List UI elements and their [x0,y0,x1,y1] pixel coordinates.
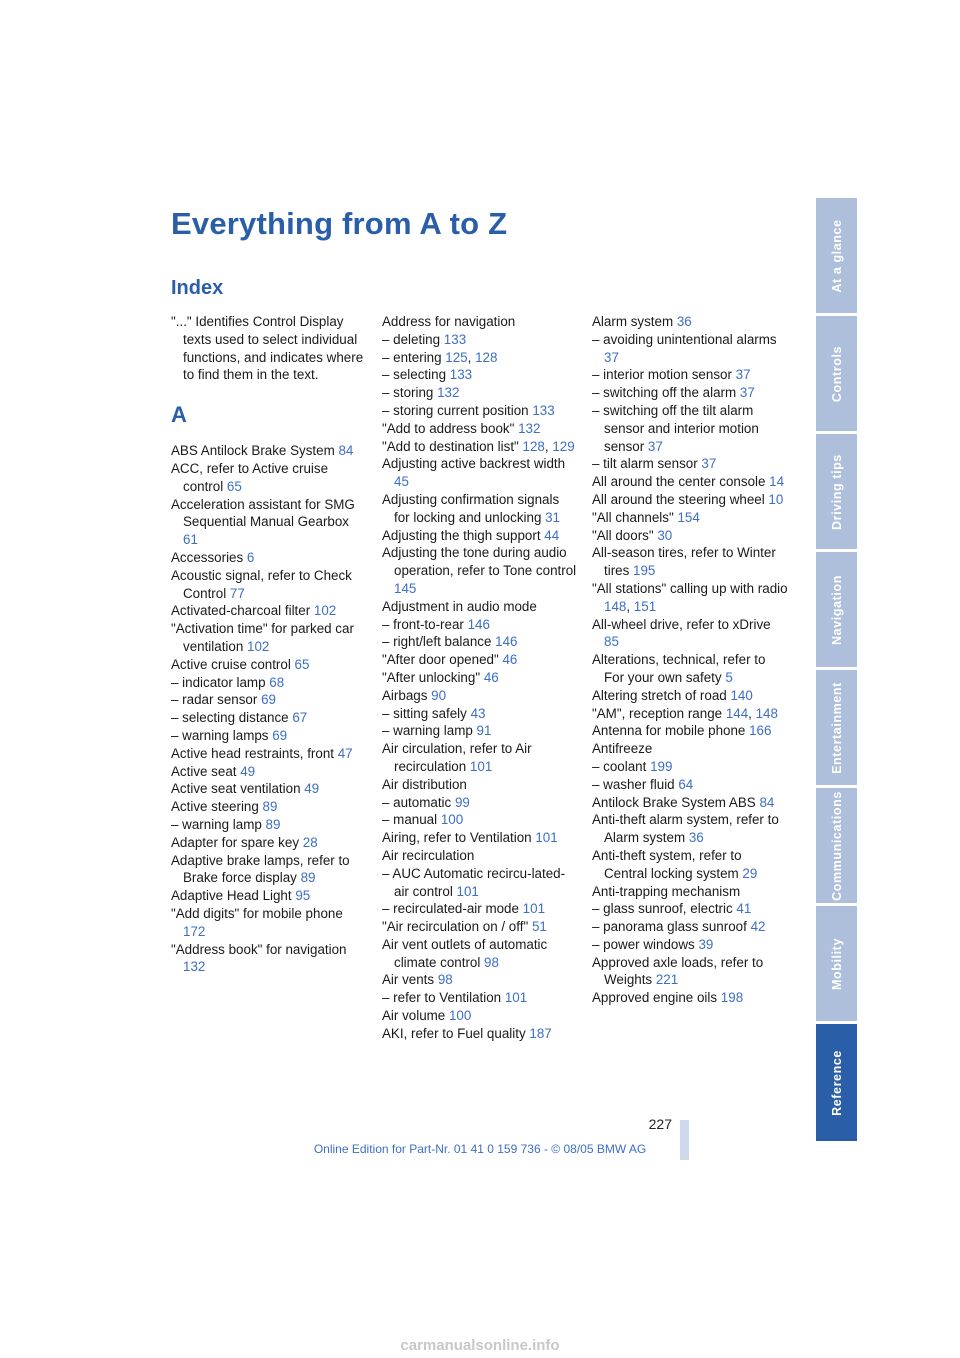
index-entry-text: All-season tires, refer to Winter tires [592,545,776,579]
index-entry [171,620,367,656]
index-entry-text: Adaptive brake lamps, refer to Brake force display [171,852,350,886]
tab-entertainment[interactable] [816,670,857,788]
index-entry [382,366,578,384]
tab-label: Driving tips [829,453,844,530]
index-entry [592,776,788,794]
index-entry-text: – refer to Ventilation [382,990,505,1006]
index-entry [382,331,578,349]
tab-controls[interactable] [816,316,857,434]
index-entry-text: Anti-theft system, refer to Central locking system [592,847,743,881]
index-entry [592,402,788,455]
index-entry-text: All-wheel drive, refer to xDrive [592,616,771,632]
page-reference-link[interactable]: 90 [431,687,447,703]
index-entry [592,954,788,990]
page-reference-link[interactable]: 98 [484,954,499,970]
index-entry [171,816,367,834]
page-reference-link[interactable]: 100 [440,812,464,828]
index-entry [592,936,788,954]
tab-driving-tips[interactable] [816,434,857,552]
index-entry-text: Air distribution [382,776,467,792]
page-reference-link[interactable]: 187 [529,1025,552,1041]
page-reference-link[interactable]: 101 [535,830,558,846]
index-entry-text: Air vents [382,972,438,988]
index-entry-text: Anti-trapping mechanism [592,883,741,899]
page-reference-link[interactable]: 172 [183,923,206,939]
page-reference-link[interactable]: 132 [437,385,460,401]
index-column-3-entries [592,313,788,1007]
index-entry-text: Active head restraints, front [171,745,338,761]
page-reference-link[interactable]: 144 [725,705,749,721]
index-entry-text: – warning lamps [171,727,273,743]
page-reference-link[interactable]: 132 [518,420,541,436]
page-reference-link[interactable]: 95 [295,888,311,904]
index-entry-text: Air vent outlets of automatic climate control [382,936,548,970]
page-reference-link[interactable]: 42 [750,919,766,935]
page-reference-link[interactable]: 166 [749,723,772,739]
page-reference-link[interactable]: 148 [755,705,778,721]
page-reference-link[interactable]: 37 [604,349,619,365]
tab-mobility[interactable] [816,906,857,1024]
index-entry-text: – washer fluid [592,776,679,792]
index-entry [592,527,788,545]
page-separator: , [748,705,756,721]
index-entry [382,918,578,936]
index-entry [592,687,788,705]
index-entry [592,847,788,883]
index-intro: "..." Identifies Control Display texts used to select individual functions, and indicates where to find them in the text. [171,314,364,383]
page-reference-link[interactable]: 37 [739,385,755,401]
page-reference-link[interactable]: 61 [183,532,198,548]
index-entry-text: – sitting safely [382,705,471,721]
index-entry-text: "Add to destination list" [382,438,523,454]
index-entry-text: AKI, refer to Fuel quality [382,1025,530,1041]
page-reference-link[interactable]: 154 [677,509,700,525]
index-entry [171,887,367,905]
page-reference-link[interactable]: 36 [676,314,692,329]
index-entry [382,651,578,669]
index-entry-text: – entering [382,349,446,365]
index-entry [382,900,578,918]
index-entry [171,798,367,816]
index-entry [382,384,578,402]
footer-edition-note: Online Edition for Part-Nr. 01 41 0 159 736 - © 08/05 BMW AG [313,1142,647,1156]
index-entry [382,669,578,687]
index-entry [171,709,367,727]
index-entry [592,651,788,687]
page-reference-link[interactable]: 43 [470,705,486,721]
index-entry-text: – recirculated-air mode [382,901,523,917]
tab-label: Reference [829,1049,844,1116]
index-entry [382,829,578,847]
index-entry [171,674,367,692]
index-entry [592,473,788,491]
page-reference-link[interactable]: 14 [769,474,785,490]
index-entry [592,758,788,776]
index-entry [592,616,788,652]
index-entry-text: Adjustment in audio mode [382,598,537,614]
tab-communications[interactable] [816,788,857,906]
index-entry-text: – switching off the alarm [592,385,740,401]
page-reference-link[interactable]: 198 [720,990,744,1006]
index-entry-text: – panorama glass sunroof [592,919,751,935]
index-entry [382,544,578,597]
page-reference-link[interactable]: 41 [736,901,752,917]
page-reference-link[interactable]: 133 [532,402,555,418]
page-reference-link[interactable]: 47 [337,745,353,761]
page-reference-link[interactable]: 64 [678,776,694,792]
index-entry-text: – deleting [382,331,444,347]
index-entry [592,883,788,901]
index-entry-text: Active steering [171,799,263,815]
page-reference-link[interactable]: 129 [552,438,575,454]
index-entry [592,740,788,758]
index-entry [171,442,367,460]
page-reference-link[interactable]: 68 [269,674,285,690]
index-entry [171,852,367,888]
index-entry [382,1025,578,1043]
page-reference-link[interactable]: 102 [247,638,270,654]
tab-label: Communications [829,790,844,901]
index-entry [382,313,578,331]
index-entry [171,763,367,781]
page-reference-link[interactable]: 199 [650,758,673,774]
page-reference-link[interactable]: 221 [655,972,679,988]
index-entry-text: All around the steering wheel [592,491,769,507]
index-entry [382,865,578,901]
index-entry-text: – storing [382,385,438,401]
index-entry [592,705,788,723]
page-reference-link[interactable]: 67 [292,710,308,726]
index-entry [592,366,788,384]
index-entry-text: Airbags [382,687,432,703]
index-entry [382,402,578,420]
index-entry [382,740,578,776]
index-entry [592,455,788,473]
index-entry-text: – front-to-rear [382,616,468,632]
index-entry [171,727,367,745]
index-entry-text: – warning lamp [382,723,477,739]
page-reference-link[interactable]: 146 [495,634,518,650]
index-letter-heading: A [171,402,187,428]
index-entry-text: Airing, refer to Ventilation [382,830,536,846]
index-entry [171,496,367,549]
index-entry-text: "All doors" [592,527,658,543]
page-separator: , [626,598,634,614]
index-entry-text: – radar sensor [171,692,262,708]
index-entry-text: Air circulation, refer to Air recirculation [382,741,532,774]
page-reference-link[interactable]: 99 [454,794,470,810]
index-entry [171,549,367,567]
index-entry [592,580,788,616]
index-entry-text: – coolant [592,758,651,774]
index-column-1 [171,313,367,976]
index-entry [382,776,578,794]
index-entry-text: Alterations, technical, refer to For your own safety [592,652,766,685]
index-entry-text: – tilt alarm sensor [592,456,702,472]
page-reference-link[interactable]: 84 [759,794,775,810]
index-entry [171,745,367,763]
index-entry-text: Address for navigation [382,314,516,329]
index-entry [592,722,788,740]
tab-label: At a glance [829,218,844,293]
page-reference-link[interactable]: 125 [445,349,468,365]
page-reference-link[interactable]: 133 [443,331,467,347]
index-entry [382,349,578,367]
page-reference-link[interactable]: 36 [688,830,704,846]
index-entry-text: – avoiding unintentional alarms [592,331,777,347]
page-reference-link[interactable]: 100 [448,1008,472,1024]
tab-label: Controls [829,345,844,402]
index-entry-text: – indicator lamp [171,674,270,690]
index-entry-text: Active cruise control [171,656,295,672]
page-reference-link[interactable]: 98 [437,972,453,988]
index-entry-text: – power windows [592,936,699,952]
index-entry-text: Air volume [382,1008,449,1024]
index-entry [171,656,367,674]
tab-reference[interactable] [816,1024,857,1144]
index-entry [171,691,367,709]
index-entry [171,602,367,620]
index-entry [382,455,578,491]
index-entry [592,509,788,527]
index-entry [171,780,367,798]
tab-navigation[interactable] [816,552,857,670]
page-reference-link[interactable]: 101 [504,990,528,1006]
index-entry [592,918,788,936]
page-reference-link[interactable]: 6 [246,549,255,565]
page-reference-link[interactable]: 146 [467,616,490,632]
index-entry-text: Altering stretch of road [592,687,731,703]
tab-label: Entertainment [829,681,844,774]
index-column-1-entries [171,442,367,976]
page-reference-link[interactable]: 28 [302,834,318,850]
index-column-2-entries [382,313,578,1043]
index-entry-text: Adjusting the thigh support [382,527,545,543]
page-reference-link[interactable]: 101 [469,758,493,774]
page-reference-link[interactable]: 89 [265,816,281,832]
index-entry [382,491,578,527]
page-reference-link[interactable]: 39 [698,936,714,952]
index-entry [592,313,788,331]
index-entry [592,331,788,367]
index-entry-text: – selecting [382,367,450,383]
index-entry [592,989,788,1007]
index-entry-text: "Activation time" for parked car ventilation [171,621,354,654]
page-reference-link[interactable]: 101 [522,901,546,917]
page-reference-link[interactable]: 77 [229,585,245,601]
index-entry-text: Approved engine oils [592,990,721,1006]
index-entry-text: "Add digits" for mobile phone [171,905,343,921]
page-reference-link[interactable]: 45 [394,474,409,490]
page-reference-link[interactable]: 148 [604,598,627,614]
page-number: 227 [648,1116,672,1132]
page-reference-link[interactable]: 101 [456,883,479,899]
page-reference-link[interactable]: 133 [449,367,473,383]
index-entry-text: Active seat [171,763,241,779]
page-reference-link[interactable]: 151 [633,598,657,614]
watermark: carmanualsonline.info [400,1337,560,1354]
page-reference-link[interactable]: 37 [701,456,717,472]
index-entry-text: – interior motion sensor [592,367,736,383]
index-entry [382,420,578,438]
page-reference-link[interactable]: 89 [300,870,316,886]
index-entry [171,941,367,977]
index-entry-text: – right/left balance [382,634,496,650]
section-tabs [816,198,857,1144]
index-entry [382,811,578,829]
index-entry [382,438,578,456]
page-reference-link[interactable]: 102 [313,603,337,619]
index-entry [592,900,788,918]
index-entry-text: Antenna for mobile phone [592,723,750,739]
index-entry [382,722,578,740]
page-reference-link[interactable]: 145 [394,580,417,596]
index-entry [592,794,788,812]
index-entry-text: "After unlocking" [382,669,484,685]
page-reference-link[interactable]: 89 [262,799,278,815]
section-title: Index [171,277,224,299]
index-entry-text: "Add to address book" [382,420,519,436]
page-reference-link[interactable]: 49 [240,763,256,779]
index-entry-text: Approved axle loads, refer to Weights [592,954,764,988]
page-reference-link[interactable]: 85 [604,634,619,650]
tab-at-a-glance[interactable] [816,198,857,316]
index-entry [171,460,367,496]
index-entry-text: Anti-theft alarm system, refer to Alarm system [592,812,779,846]
page-reference-link[interactable]: 30 [657,527,673,543]
page-reference-link[interactable]: 46 [502,652,518,668]
index-entry [171,567,367,603]
page-reference-link[interactable]: 128 [522,438,545,454]
index-entry [382,633,578,651]
page-reference-link[interactable]: 29 [742,865,758,881]
index-entry [382,1007,578,1025]
page-reference-link[interactable]: 65 [294,656,310,672]
page-reference-link[interactable]: 132 [183,959,206,975]
index-entry [382,616,578,634]
index-entry-text: Adjusting confirmation signals for locking and unlocking [382,491,560,525]
index-entry-text: "All channels" [592,509,678,525]
index-entry-text: – selecting distance [171,710,293,726]
index-entry [382,527,578,545]
page-title: Everything from A to Z [171,206,508,241]
index-entry-text: Adjusting active backrest width [382,456,566,472]
page-reference-link[interactable]: 46 [483,669,499,685]
index-entry-text: Adjusting the tone during audio operation, refer to Tone control [382,545,577,579]
index-entry-text: "After door opened" [382,652,503,668]
tab-label: Navigation [829,574,844,645]
index-entry-text: "All stations" calling up with radio [592,580,788,596]
index-entry-text: – AUC Automatic recircu-lated-air control [382,865,566,899]
page-reference-link[interactable]: 91 [476,723,492,739]
index-entry-text: – switching off the tilt alarm sensor and interior motion sensor [592,402,759,454]
page-separator: , [467,349,476,365]
index-entry-text: Acoustic signal, refer to Check Control [171,567,352,601]
index-entry [382,936,578,972]
page-reference-link[interactable]: 69 [272,727,288,743]
page-reference-link[interactable]: 84 [338,443,354,459]
index-column-2 [382,313,578,1043]
page-separator: , [544,438,553,454]
index-entry-text: Adapter for spare key [171,834,303,850]
index-entry [382,989,578,1007]
index-entry-text: Alarm system [592,314,677,329]
index-entry-text: – warning lamp [171,816,266,832]
page-reference-link[interactable]: 69 [261,692,276,708]
index-entry-text: Accessories [171,549,247,565]
index-entry [592,544,788,580]
index-entry [382,705,578,723]
index-entry-text: Acceleration assistant for SMG Sequential Manual Gearbox [171,496,355,530]
index-entry [382,687,578,705]
index-entry [592,384,788,402]
tab-label: Mobility [829,937,844,990]
index-entry-text: – glass sunroof, electric [592,901,737,917]
index-entry [382,794,578,812]
index-entry [592,491,788,509]
index-entry-text: Air recirculation [382,847,475,863]
index-entry-text: – storing current position [382,402,533,418]
index-entry-text: ABS Antilock Brake System [171,443,339,459]
page-reference-link[interactable]: 5 [725,669,733,685]
index-entry [592,811,788,847]
page-reference-link[interactable]: 51 [531,919,547,935]
index-entry-text: – manual [382,812,441,828]
index-entry-text: "Air recirculation on / off" [382,919,532,935]
index-entry-text: All around the center console [592,474,770,490]
index-entry [382,598,578,616]
page-reference-link[interactable]: 37 [647,438,663,454]
page-reference-link[interactable]: 49 [304,781,320,797]
page-reference-link[interactable]: 140 [730,687,753,703]
page-reference-link[interactable]: 31 [545,509,561,525]
page-reference-link[interactable]: 10 [768,491,784,507]
index-entry-text: "AM", reception range [592,705,726,721]
page-reference-link[interactable]: 195 [633,563,656,579]
index-entry [171,905,367,941]
index-column-3 [592,313,788,1007]
page-reference-link[interactable]: 128 [475,349,498,365]
index-entry [382,847,578,865]
page-reference-link[interactable]: 44 [544,527,560,543]
index-entry-text: – automatic [382,794,455,810]
index-entry-text: Adaptive Head Light [171,888,296,904]
index-entry-text: "Address book" for navigation [171,941,347,957]
index-entry-text: Antilock Brake System ABS [592,794,760,810]
index-entry [382,971,578,989]
index-entry-text: Antifreeze [592,741,653,757]
index-entry [171,834,367,852]
page-reference-link[interactable]: 65 [226,478,242,494]
index-entry-text: ACC, refer to Active cruise control [171,460,329,494]
index-entry-text: Active seat ventilation [171,781,305,797]
index-entry-text: Activated-charcoal filter [171,603,314,619]
page-reference-link[interactable]: 37 [735,367,751,383]
